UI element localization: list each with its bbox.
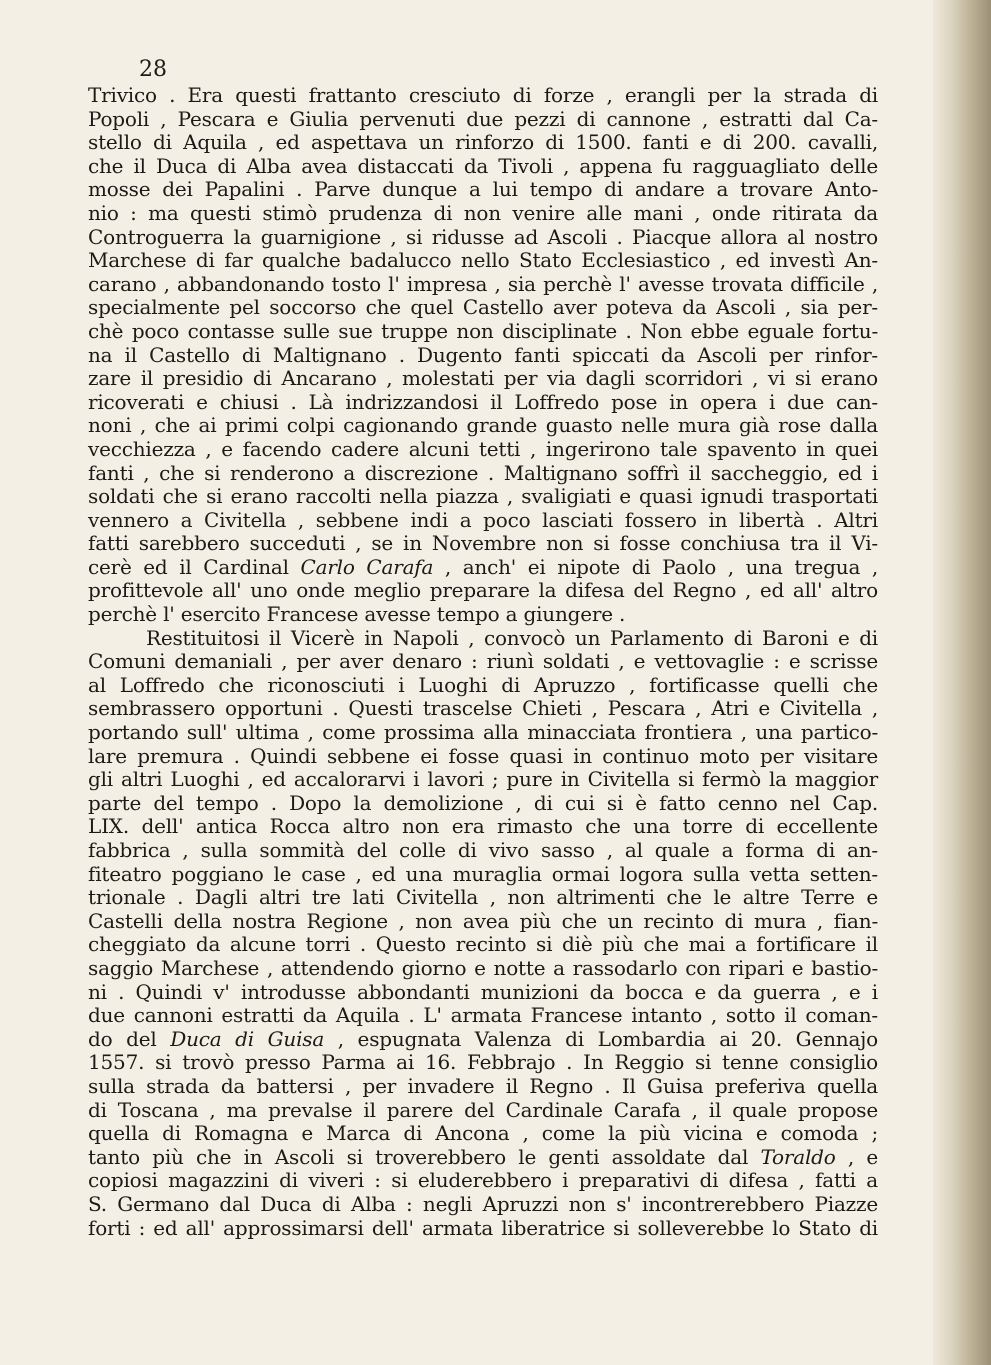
text-line xyxy=(88,296,878,320)
text-run: sulla strada da battersi , per invadere il Regno . Il Guisa preferiva quella xyxy=(88,1073,878,1098)
text-line xyxy=(88,1099,878,1123)
text-run: Popoli , Pescara e Giulia pervenuti due pezzi di cannone , estratti dal Ca- xyxy=(88,106,878,131)
text-run: stello di Aquila , ed aspettava un rinforzo di 1500. fanti e di 200. cavalli, xyxy=(88,130,878,155)
text-run: ni . Quindi v' introdusse abbondanti munizioni da bocca e da guerra , e i xyxy=(88,979,878,1004)
text-run: tanto più che in Ascoli si troverebbero le genti assoldate dal xyxy=(88,1144,761,1169)
text-run: 1557. si trovò presso Parma ai 16. Febbrajo . In Reggio si tenne consiglio xyxy=(88,1050,878,1075)
text-run: na il Castello di Maltignano . Dugento fanti spiccati da Ascoli per rinfor- xyxy=(88,342,878,367)
text-run: , anch' ei nipote di Paolo , una tregua , xyxy=(433,554,878,579)
text-line xyxy=(88,131,878,155)
text-run: due cannoni estratti da Aquila . L' armata Francese intanto , sotto il coman- xyxy=(88,1003,878,1028)
text-line xyxy=(88,839,878,863)
text-line xyxy=(88,815,878,839)
text-line xyxy=(88,886,878,910)
text-run: , e xyxy=(835,1144,878,1169)
text-line xyxy=(88,344,878,368)
text-line xyxy=(88,957,878,981)
text-line xyxy=(88,745,878,769)
text-run: vecchiezza , e facendo cadere alcuni tetti , ingerirono tale spavento in quei xyxy=(88,436,878,461)
text-line xyxy=(88,273,878,297)
text-line xyxy=(88,933,878,957)
text-line xyxy=(88,320,878,344)
text-line xyxy=(88,178,878,202)
text-line xyxy=(88,509,878,533)
text-run: fiteatro poggiano le case , ed una muraglia ormai logora sulla vetta setten- xyxy=(88,861,878,886)
italic-name: Duca di Guisa xyxy=(170,1026,325,1051)
text-line xyxy=(88,579,878,603)
text-run: Castelli della nostra Regione , non avea più che un recinto di mura , fian- xyxy=(88,908,878,933)
text-line xyxy=(88,414,878,438)
text-run: Controguerra la guarnigione , si ridusse ad Ascoli . Piacque allora al nostro xyxy=(88,224,878,249)
text-line xyxy=(88,1028,878,1052)
text-run: al Loffredo che riconosciuti i Luoghi di Apruzzo , fortificasse quelli che xyxy=(88,672,878,697)
text-line xyxy=(88,981,878,1005)
text-run: sembrassero opportuni . Questi trascelse Chieti , Pescara , Atri e Civitella , xyxy=(88,696,878,721)
text-line xyxy=(88,155,878,179)
text-run: noni , che ai primi colpi cagionando grande guasto nelle mura già rose dalla xyxy=(88,413,878,438)
text-line xyxy=(88,721,878,745)
text-line xyxy=(88,910,878,934)
text-run: portando sull' ultima , come prossima alla minacciata frontiera , una partico- xyxy=(88,720,878,745)
text-line xyxy=(88,792,878,816)
text-line xyxy=(88,1193,878,1217)
text-run: specialmente pel soccorso che quel Castello aver poteva da Ascoli , sia per- xyxy=(88,295,878,320)
text-line xyxy=(88,556,878,580)
text-run: di Toscana , ma prevalse il parere del Cardinale Carafa , il quale propose xyxy=(88,1097,878,1122)
text-line xyxy=(88,1146,878,1170)
text-run: Comuni demaniali , per aver denaro : riunì soldati , e vettovaglie : e scrisse xyxy=(88,649,878,674)
text-run: Restituitosi il Vicerè in Napoli , convocò un Parlamento di Baroni e di xyxy=(146,625,878,650)
text-run: copiosi magazzini di viveri : si eluderebbero i preparativi di difesa , fatti a xyxy=(88,1168,878,1193)
text-run: LIX. dell' antica Rocca altro non era rimasto che una torre di eccellente xyxy=(88,814,878,839)
text-line xyxy=(88,367,878,391)
text-line xyxy=(88,249,878,273)
text-run: fabbrica , sulla sommità del colle di vivo sasso , al quale a forma di an- xyxy=(88,838,878,862)
text-line xyxy=(88,674,878,698)
text-line xyxy=(88,627,878,651)
page-number: 28 xyxy=(139,57,167,82)
text-line xyxy=(88,1004,878,1028)
text-run: carano , abbandonando tosto l' impresa , sia perchè l' avesse trovata difficile , xyxy=(88,271,878,296)
text-run: cheggiato da alcune torri . Questo recinto si diè più che mai a fortificare il xyxy=(88,932,878,957)
text-line xyxy=(88,1217,878,1241)
text-run: forti : ed all' approssimarsi dell' armata liberatrice si solleverebbe lo Stato di xyxy=(88,1215,878,1240)
text-run: lare premura . Quindi sebbene ei fosse quasi in continuo moto per visitare xyxy=(88,743,878,768)
text-run: ricoverati e chiusi . Là indrizzandosi il Loffredo pose in opera i due can- xyxy=(88,389,878,414)
italic-name: Toraldo xyxy=(760,1144,836,1169)
text-run: soldati che si erano raccolti nella piazza , svaligiati e quasi ignudi trasportati xyxy=(88,484,878,509)
text-run: saggio Marchese , attendendo giorno e notte a rassodarlo con ripari e bastio- xyxy=(88,955,878,980)
text-run: cerè ed il Cardinal xyxy=(88,554,301,579)
text-line xyxy=(88,84,878,108)
text-run: vennero a Civitella , sebbene indi a poco lasciati fossero in libertà . Altri xyxy=(88,507,878,532)
text-line xyxy=(88,108,878,132)
text-run: mosse dei Papalini . Parve dunque a lui tempo di andare a trovare Anto- xyxy=(88,177,878,202)
text-run: nio : ma questi stimò prudenza di non venire alle mani , onde ritirata da xyxy=(88,200,878,225)
text-run: do del xyxy=(88,1026,171,1051)
text-line xyxy=(88,438,878,462)
text-line xyxy=(88,391,878,415)
text-line xyxy=(88,1122,878,1146)
text-line xyxy=(88,1169,878,1193)
text-line xyxy=(88,1075,878,1099)
text-line xyxy=(88,202,878,226)
text-line xyxy=(88,462,878,486)
text-run: , espugnata Valenza di Lombardia ai 20. Gennajo xyxy=(324,1026,879,1051)
text-run: profittevole all' uno onde meglio preparare la difesa del Regno , ed all' altro xyxy=(88,578,878,603)
text-line xyxy=(88,532,878,556)
text-line xyxy=(88,485,878,509)
text-run: parte del tempo . Dopo la demolizione , di cui si è fatto cenno nel Cap. xyxy=(88,790,878,815)
text-line xyxy=(88,863,878,887)
body-text xyxy=(88,84,878,1240)
text-line xyxy=(88,697,878,721)
text-run: zare il presidio di Ancarano , molestati per via dagli scorridori , vi si erano xyxy=(88,366,878,391)
text-run: fanti , che si renderono a discrezione . Maltignano soffrì il saccheggio, ed i xyxy=(88,460,878,485)
text-line xyxy=(88,226,878,250)
text-run: gli altri Luoghi , ed accalorarvi i lavori ; pure in Civitella si fermò la maggior xyxy=(88,767,878,792)
page-gutter-shadow xyxy=(933,0,991,1365)
text-run: Marchese di far qualche badalucco nello Stato Ecclesiastico , ed investì An- xyxy=(88,248,878,273)
text-line xyxy=(88,768,878,792)
text-run: fatti sarebbero succeduti , se in Novembre non si fosse conchiusa tra il Vi- xyxy=(88,531,878,556)
text-run: perchè l' esercito Francese avesse tempo a giungere . xyxy=(88,602,626,627)
text-run: trionale . Dagli altri tre lati Civitella , non altrimenti che le altre Terre e xyxy=(88,885,878,910)
text-run: chè poco contasse sulle sue truppe non disciplinate . Non ebbe eguale fortu- xyxy=(88,318,878,343)
italic-name: Carlo Carafa xyxy=(300,554,434,579)
text-run: quella di Romagna e Marca di Ancona , come la più vicina e comoda ; xyxy=(88,1121,878,1146)
text-run: Trivico . Era questi frattanto cresciuto di forze , erangli per la strada di xyxy=(88,83,878,107)
text-line xyxy=(88,650,878,674)
text-line xyxy=(88,1051,878,1075)
text-run: che il Duca di Alba avea distaccati da Tivoli , appena fu ragguagliato delle xyxy=(88,153,878,178)
text-line xyxy=(88,603,878,627)
text-run: S. Germano dal Duca di Alba : negli Apruzzi non s' incontrerebbero Piazze xyxy=(88,1191,878,1216)
